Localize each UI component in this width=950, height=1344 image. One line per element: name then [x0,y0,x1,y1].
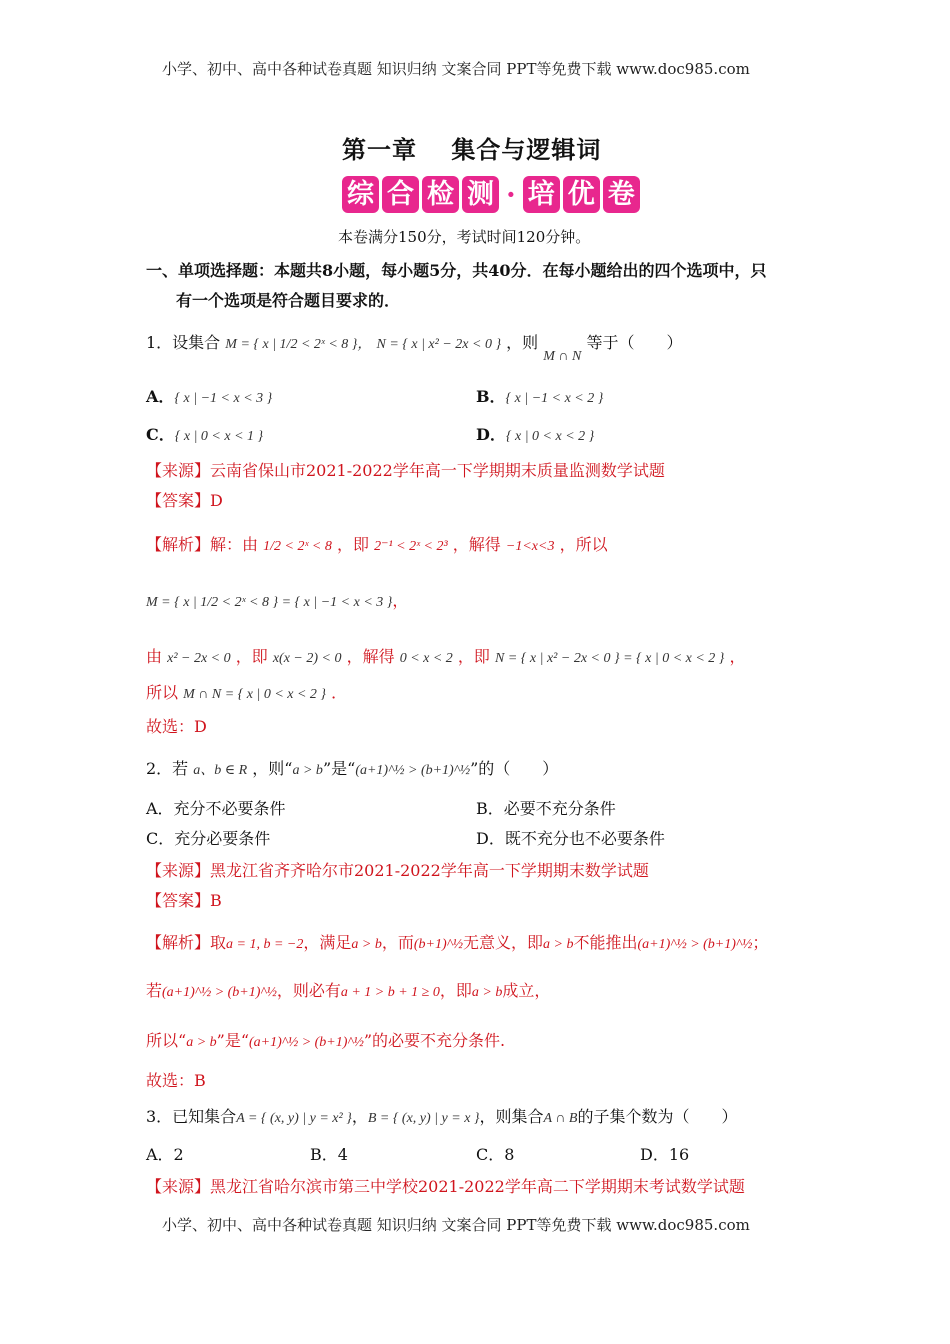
page-header: 小学、初中、高中各种试卷真题 知识归纳 文案合同 PPT等免费下载 www.doc985.com [162,60,750,78]
q2-source: 【来源】黑龙江省齐齐哈尔市2021-2022学年高一下学期期末数学试题 [146,861,649,880]
text: ，所以 [559,535,608,554]
text: ， [351,1107,368,1126]
text: ”的（ ） [470,759,559,778]
math: M ∩ N = { x | 0 < x < 2 } [183,687,327,702]
math: −1<x<3 [505,539,555,554]
q1-option-a [146,384,272,407]
text: 无意义，即 [463,933,544,952]
q1-set-m: M = { x | 1/2 < 2ˣ < 8 }， [225,337,372,352]
math: (a+1)^½ > (b+1)^½ [637,937,753,952]
text: ，即 [439,981,472,1000]
q1-option-b [476,384,603,407]
q2-option-d: D．既不充分也不必要条件 [476,829,665,848]
badge-char: 优 [563,176,600,213]
section-heading: 一、单项选择题：本题共8小题，每小题5分，共40分．在每小题给出的四个选项中，只 [146,261,767,280]
option-label: D． [476,425,506,444]
q1-choose: 故选：D [146,717,207,736]
q2-option-a: A．充分不必要条件 [146,799,286,818]
q1-prefix: 1．设集合 [146,333,221,352]
q1-then: ，则 [506,333,539,352]
q2-prefix: 2．若 [146,759,189,778]
q2-choose: 故选：B [146,1071,206,1090]
math: (a+1)^½ > (b+1)^½ [162,985,277,1000]
q3-source: 【来源】黑龙江省哈尔滨市第三中学校2021-2022学年高二下学期期末考试数学试题 [146,1177,745,1196]
text: ，解得 [452,535,501,554]
text: ”是“ [322,759,356,778]
text: ，则“ [252,759,293,778]
badge-char: 测 [462,176,499,213]
q1-source: 【来源】云南省保山市2021-2022学年高一下学期期末质量监测数学试题 [146,461,665,480]
q3-option-b: B．4 [310,1145,348,1164]
page-footer: 小学、初中、高中各种试卷真题 知识归纳 文案合同 PPT等免费下载 www.doc985.com [162,1216,750,1234]
q3-prefix: 3．已知集合 [146,1107,237,1126]
math: a > b [471,985,503,1000]
text: ， [392,591,409,610]
math: M = { x | 1/2 < 2ˣ < 8 } = { x | −1 < x < 3 } [146,595,393,610]
q3-option-a: A．2 [146,1145,184,1164]
option-label: A． [146,387,175,406]
text: 【解析】取 [146,933,227,952]
text: ，而 [381,933,414,952]
math: x² − 2x < 0 [167,651,231,666]
text: 【解析】解：由 [146,535,259,554]
text: 所以“ [146,1031,187,1050]
math: a > b [351,937,382,952]
math: a = 1, b = −2 [226,937,304,952]
math: 1/2 < 2ˣ < 8 [263,539,332,554]
math: (a+1)^½ > (b+1)^½ [249,1035,364,1050]
math: x(x − 2) < 0 [272,651,342,666]
math: a > b [186,1035,217,1050]
q3-option-c: C．8 [476,1145,515,1164]
option-label: B． [476,387,506,406]
q1-set-n: N = { x | x² − 2x < 0 } [376,337,502,352]
badge-char: 综 [342,176,379,213]
math: 2⁻¹ < 2ˣ < 2³ [374,539,448,554]
math: (a+1)^½ > (b+1)^½ [355,763,471,778]
q2-explain-line3 [146,1028,505,1051]
text: ，则必有 [276,981,341,1000]
math: A ∩ B [543,1111,578,1126]
math: a、b ∈ R [193,763,248,778]
text: ，解得 [346,647,395,666]
math: B = { (x, y) | y = x } [367,1111,480,1126]
badge-char: 培 [523,176,560,213]
badge-banner [342,176,640,213]
q1-answer: 【答案】D [146,491,223,510]
q1-explain-line1 [146,532,608,555]
text: ，即 [336,535,369,554]
q2-option-c: C．充分必要条件 [146,829,271,848]
text: ， [729,647,746,666]
text: ； [752,933,769,952]
badge-dot: · [506,178,516,211]
math: a > b [292,763,323,778]
q1-explain-line3 [146,644,746,667]
question-3 [146,1104,738,1127]
option-value: { x | 0 < x < 2 } [505,429,595,444]
math: 0 < x < 2 [399,651,453,666]
text: ”是“ [216,1031,250,1050]
math: a + 1 > b + 1 ≥ 0 [340,985,440,1000]
q1-explain-line2 [146,588,408,611]
option-value: { x | 0 < x < 1 } [174,429,264,444]
text: 的子集个数为（ ） [577,1107,738,1126]
q1-intersection: M ∩ N [543,349,582,364]
question-2 [146,756,558,779]
text: ． [331,683,348,702]
text: ，即 [457,647,490,666]
option-label: C． [146,425,175,444]
text: ，则集合 [479,1107,544,1126]
math: a > b [543,937,574,952]
text: ，满足 [303,933,352,952]
q2-answer: 【答案】B [146,891,222,910]
q2-explain-line2 [146,978,550,1001]
q1-option-c [146,422,263,445]
exam-info: 本卷满分150分，考试时间120分钟。 [338,228,591,246]
chapter-title: 第一章 集合与逻辑词 [342,135,602,164]
badge-char: 卷 [603,176,640,213]
q3-option-d: D．16 [640,1145,690,1164]
text: 不能推出 [573,933,638,952]
q2-option-b: B．必要不充分条件 [476,799,616,818]
badge-char: 检 [422,176,459,213]
text: 由 [146,647,163,666]
math: A = { (x, y) | y = x² } [236,1111,352,1126]
option-value: { x | −1 < x < 2 } [505,391,604,406]
q2-explain-line1 [146,930,768,953]
q1-option-d [476,422,594,445]
text: ，即 [235,647,268,666]
option-value: { x | −1 < x < 3 } [174,391,273,406]
text: 若 [146,981,163,1000]
math: (b+1)^½ [413,937,464,952]
section-heading-cont: 有一个选项是符合题目要求的． [176,291,401,310]
math: N = { x | x² − 2x < 0 } = { x | 0 < x < 2 } [495,651,725,666]
badge-char: 合 [382,176,419,213]
text: 所以 [146,683,179,702]
text: 成立， [502,981,551,1000]
question-1 [146,330,683,364]
text: ”的必要不充分条件. [363,1031,506,1050]
q1-explain-line4 [146,680,347,703]
q1-ask: 等于（ ） [586,333,683,352]
